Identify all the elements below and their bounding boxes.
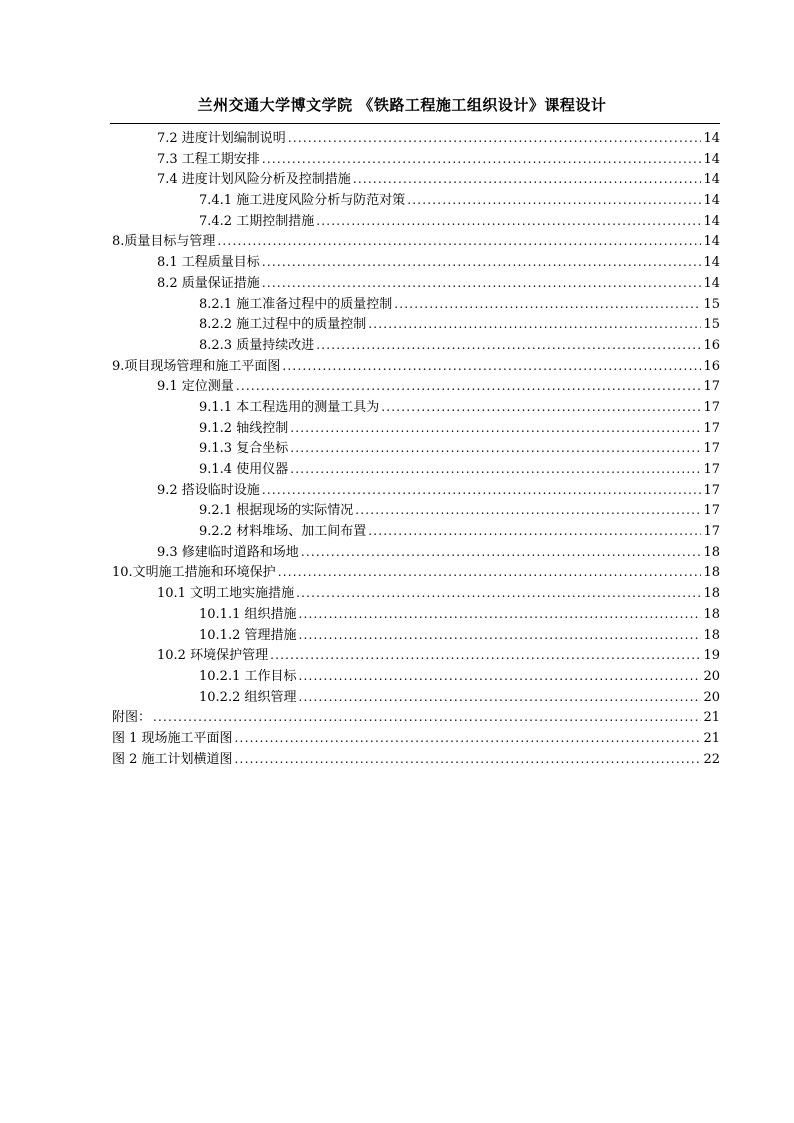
toc-page-number: 14 [703,172,720,188]
toc-page-number: 18 [703,586,720,602]
toc-dot-leader [270,645,701,666]
toc-entry-label: 9.1 定位测量 [157,379,234,395]
toc-page-number: 22 [703,751,720,767]
toc-page-number: 17 [703,462,720,477]
toc-page-number: 17 [703,524,720,540]
toc-entry-label: 8.2.1 施工准备过程中的质量控制 [199,296,393,312]
toc-entry[interactable] [112,728,720,749]
toc-dot-leader [282,356,701,377]
toc-dot-leader [394,294,701,315]
table-of-contents [112,128,720,769]
toc-entry[interactable] [112,459,720,480]
toc-entry[interactable] [112,562,720,583]
toc-entry[interactable] [112,169,720,190]
toc-entry[interactable] [112,583,720,604]
toc-page-number: 21 [703,710,720,726]
toc-entry-label: 7.3 工程工期安排 [157,151,260,167]
toc-entry[interactable] [112,645,720,666]
toc-dot-leader [262,252,702,273]
toc-page-number: 14 [703,213,720,229]
toc-page-number: 14 [703,275,720,291]
toc-entry-label: 9.1.4 使用仪器 [199,462,289,477]
toc-page-number: 17 [703,420,720,436]
toc-entry[interactable] [112,128,720,149]
toc-entry-label: 8.2.2 施工过程中的质量控制 [199,317,367,333]
toc-entry-label: 10.1 文明工地实施措施 [157,586,295,602]
toc-entry[interactable] [112,376,720,397]
toc-entry-label: 7.4.2 工期控制措施 [199,213,315,229]
toc-entry-label: 9.2.2 材料堆场、加工间布置 [199,524,367,540]
toc-page-number: 14 [703,131,720,146]
toc-page-number: 17 [703,399,720,415]
toc-dot-leader [298,604,701,625]
toc-dot-leader [316,211,701,232]
toc-page-number: 17 [703,379,720,395]
toc-page-number: 18 [703,544,720,560]
toc-page-number: 16 [703,358,720,374]
toc-entry[interactable] [112,480,720,501]
toc-dot-leader [235,749,702,770]
toc-page-number: 21 [703,730,720,746]
toc-entry[interactable] [112,273,720,294]
toc-entry-label: 图 1 现场施工平面图 [112,730,233,746]
toc-entry-label: 8.2.3 质量持续改进 [199,337,315,353]
toc-entry[interactable] [112,707,720,728]
toc-entry-label: 9.1.3 复合坐标 [199,441,289,457]
toc-dot-leader [381,397,701,418]
toc-dot-leader [368,521,701,542]
toc-page-number: 18 [703,606,720,622]
toc-dot-leader [262,480,702,501]
toc-page-number: 18 [703,627,720,643]
toc-entry-label: 8.1 工程质量目标 [157,255,260,271]
toc-entry[interactable] [112,438,720,459]
toc-entry-label: 9.1.2 轴线控制 [199,420,289,436]
toc-entry[interactable] [112,314,720,335]
toc-dot-leader [153,707,701,728]
toc-dot-leader [290,438,701,459]
toc-dot-leader [262,149,702,170]
toc-dot-leader [290,418,701,439]
toc-entry-label: 10.1.2 管理措施 [199,627,297,643]
toc-dot-leader [278,562,702,583]
toc-dot-leader [407,190,701,211]
toc-page-number: 19 [703,648,720,664]
toc-entry[interactable] [112,500,720,521]
toc-entry-label: 9.2.1 根据现场的实际情况 [199,503,354,519]
toc-entry-label: 10.1.1 组织措施 [199,606,297,622]
toc-page-number: 20 [703,668,720,684]
toc-entry[interactable] [112,418,720,439]
toc-dot-leader [262,273,702,294]
toc-entry[interactable] [112,335,720,356]
toc-entry-label: 7.4.1 施工进度风险分析与防范对策 [199,193,406,209]
toc-entry[interactable] [112,604,720,625]
toc-entry[interactable] [112,356,720,377]
toc-entry[interactable] [112,252,720,273]
toc-entry[interactable] [112,211,720,232]
toc-entry-label: 7.4 进度计划风险分析及控制措施 [157,172,351,188]
toc-entry-label: 10.文明施工措施和环境保护 [112,565,276,581]
toc-dot-leader [355,500,701,521]
toc-dot-leader [235,728,702,749]
toc-dot-leader [236,376,702,397]
toc-entry-label: 图 2 施工计划横道图 [112,751,233,767]
toc-page-number: 20 [703,689,720,705]
toc-entry-label: 9.3 修建临时道路和场地 [157,544,299,560]
toc-entry-label: 9.2 搭设临时设施 [157,482,260,498]
toc-entry[interactable] [112,521,720,542]
toc-entry-label: 8.2 质量保证措施 [157,275,260,291]
toc-page-number: 15 [703,296,720,312]
toc-dot-leader [301,542,702,563]
toc-entry[interactable] [112,542,720,563]
toc-entry[interactable] [112,749,720,770]
toc-entry-label: 附图： [112,710,152,726]
toc-page-number: 17 [703,441,720,457]
toc-page-number: 14 [703,193,720,209]
toc-entry[interactable] [112,666,720,687]
toc-entry[interactable] [112,397,720,418]
toc-page-number: 17 [703,503,720,519]
toc-page-number: 15 [703,317,720,333]
toc-dot-leader [353,169,702,190]
toc-entry[interactable] [112,625,720,646]
toc-entry[interactable] [112,190,720,211]
toc-dot-leader [298,625,701,646]
toc-entry[interactable] [112,231,720,252]
toc-entry-label: 10.2 环境保护管理 [157,648,269,664]
toc-dot-leader [298,666,701,687]
toc-dot-leader [217,231,701,252]
page-header: 兰州交通大学博文学院 《铁路工程施工组织设计》课程设计 [197,96,607,114]
toc-entry-label: 10.2.2 组织管理 [199,689,297,705]
toc-page-number: 16 [703,337,720,353]
toc-dot-leader [288,128,702,149]
toc-dot-leader [298,687,701,708]
toc-entry[interactable] [112,687,720,708]
toc-entry-label: 10.2.1 工作目标 [199,668,297,684]
toc-entry-label: 9.1.1 本工程选用的测量工具为 [199,399,380,415]
toc-page-number: 14 [703,255,720,271]
toc-dot-leader [290,459,701,480]
toc-page-number: 17 [703,482,720,498]
toc-page-number: 14 [703,151,720,167]
toc-page-number: 18 [703,565,720,581]
toc-entry[interactable] [112,149,720,170]
toc-entry-label: 9.项目现场管理和施工平面图 [112,358,281,374]
toc-dot-leader [296,583,701,604]
toc-dot-leader [316,335,701,356]
header-rule [110,123,720,124]
toc-dot-leader [368,314,701,335]
toc-page-number: 14 [703,234,720,250]
toc-entry[interactable] [112,294,720,315]
toc-entry-label: 7.2 进度计划编制说明 [157,131,286,146]
toc-entry-label: 8.质量目标与管理 [112,234,216,250]
